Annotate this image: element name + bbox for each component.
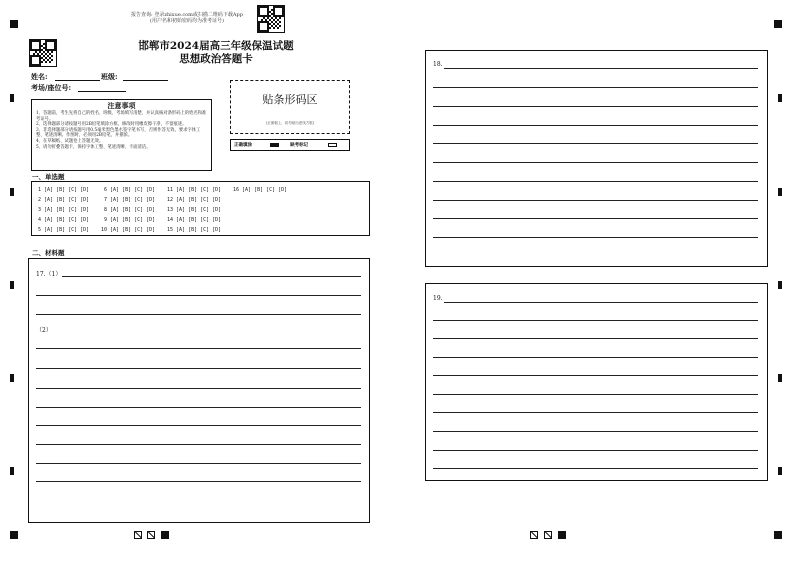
answer-line[interactable]: [36, 463, 361, 464]
choice-row[interactable]: 8 [A] [B] [C] [D]: [104, 207, 156, 213]
answer-sheet-title: 思想政治答题卡: [179, 53, 253, 65]
answer-line[interactable]: [433, 375, 758, 376]
choice-row[interactable]: 2 [A] [B] [C] [D]: [38, 197, 90, 203]
answer-line[interactable]: [433, 468, 758, 469]
answer-line[interactable]: [433, 338, 758, 339]
answer-line[interactable]: [433, 394, 758, 395]
choice-row[interactable]: 9 [A] [B] [C] [D]: [104, 217, 156, 223]
choice-row[interactable]: 14 [A] [B] [C] [D]: [167, 217, 222, 223]
correct-fill-label: 正确填涂: [234, 143, 252, 148]
answer-box-q18: [425, 50, 768, 267]
answer-line[interactable]: [433, 412, 758, 413]
question-label-19: 19.: [433, 295, 443, 302]
notice-item: 5、请勿折叠答题卡，保持字体工整、笔迹清晰、卡面清洁。: [36, 144, 151, 150]
answer-line[interactable]: [62, 276, 361, 277]
corner-mark-bottom-left: [10, 531, 18, 539]
choice-row[interactable]: 12 [A] [B] [C] [D]: [167, 197, 222, 203]
notice-item: 4、在草稿纸、试题卷上答题无效。: [36, 138, 104, 144]
timing-mark: [778, 374, 782, 382]
answer-line[interactable]: [433, 218, 758, 219]
answer-line[interactable]: [433, 450, 758, 451]
page-code-mark: [530, 531, 538, 539]
answer-line[interactable]: [36, 481, 361, 482]
answer-line[interactable]: [444, 68, 758, 69]
question-label-17-2: （2）: [36, 327, 52, 334]
answer-line[interactable]: [433, 106, 758, 107]
notice-item: 1、答题前，考生先将自己的姓名、班级、考场填写清楚，并认真核对条形码上的姓名和准考证号。: [36, 111, 207, 122]
page-code-mark: [147, 531, 155, 539]
answer-line[interactable]: [433, 181, 758, 182]
timing-mark: [778, 94, 782, 102]
choice-row[interactable]: 1 [A] [B] [C] [D]: [38, 187, 90, 193]
choice-row[interactable]: 3 [A] [B] [C] [D]: [38, 207, 90, 213]
fill-legend: [230, 139, 350, 151]
answer-box-q19: [425, 283, 768, 481]
answer-box-q17: [28, 258, 370, 523]
answer-line[interactable]: [433, 200, 758, 201]
timing-mark: [10, 374, 14, 382]
section-single-choice-title: 一、单选题: [32, 173, 65, 181]
answer-line[interactable]: [433, 143, 758, 144]
answer-line[interactable]: [433, 237, 758, 238]
timing-mark: [10, 188, 14, 196]
page-code-mark: [544, 531, 552, 539]
login-credentials-notice: (用户名和初始密码均为准考证号): [150, 18, 224, 24]
page-code-mark: [134, 531, 142, 539]
corner-mark-bottom-right: [774, 531, 782, 539]
answer-line[interactable]: [36, 425, 361, 426]
qr-code-icon: [257, 5, 285, 33]
choice-row[interactable]: 5 [A] [B] [C] [D]: [38, 227, 90, 233]
timing-mark: [778, 188, 782, 196]
class-label: 班级:: [101, 72, 118, 81]
barcode-area-note: (正面朝上，切勿贴出虚线方框): [265, 121, 315, 125]
barcode-area: [230, 80, 350, 134]
answer-line[interactable]: [433, 125, 758, 126]
choice-row[interactable]: 7 [A] [B] [C] [D]: [104, 197, 156, 203]
qr-code-icon: [29, 39, 57, 67]
choice-row[interactable]: 10 [A] [B] [C] [D]: [101, 227, 156, 233]
answer-line[interactable]: [36, 314, 361, 315]
choice-row[interactable]: 13 [A] [B] [C] [D]: [167, 207, 222, 213]
choice-row[interactable]: 6 [A] [B] [C] [D]: [104, 187, 156, 193]
choice-row[interactable]: 11 [A] [B] [C] [D]: [167, 187, 222, 193]
room-seat-label: 考场/座位号:: [31, 83, 72, 92]
notice-item: 2、选择题部分请按题号用2B铅笔填涂方框，修改时用橡皮擦干净，不留痕迹。: [36, 122, 187, 128]
corner-mark-top-left: [10, 20, 18, 28]
absent-mark-checkbox[interactable]: [328, 143, 337, 147]
choice-row[interactable]: 15 [A] [B] [C] [D]: [167, 227, 222, 233]
room-seat-field[interactable]: [78, 91, 126, 92]
choice-row[interactable]: 4 [A] [B] [C] [D]: [38, 217, 90, 223]
answer-line[interactable]: [36, 444, 361, 445]
answer-line[interactable]: [433, 320, 758, 321]
timing-mark: [10, 467, 14, 475]
timing-mark: [10, 281, 14, 289]
page-code-mark: [161, 531, 169, 539]
barcode-area-title: 贴条形码区: [262, 93, 318, 106]
choice-row[interactable]: 16 [A] [B] [C] [D]: [233, 187, 288, 193]
question-label-17-1: 17.（1）: [36, 271, 62, 278]
answer-line[interactable]: [36, 348, 361, 349]
class-field[interactable]: [123, 80, 168, 81]
timing-mark: [778, 281, 782, 289]
answer-line[interactable]: [36, 388, 361, 389]
answer-line[interactable]: [36, 368, 361, 369]
answer-line[interactable]: [433, 431, 758, 432]
answer-line[interactable]: [433, 87, 758, 88]
section-material-title: 二、材料题: [32, 249, 65, 257]
corner-mark-top-right: [774, 20, 782, 28]
answer-line[interactable]: [36, 295, 361, 296]
answer-line[interactable]: [36, 407, 361, 408]
question-label-18: 18.: [433, 61, 443, 68]
page-code-mark: [558, 531, 566, 539]
name-field[interactable]: [55, 80, 100, 81]
timing-mark: [778, 467, 782, 475]
answer-line[interactable]: [433, 357, 758, 358]
timing-mark: [10, 94, 14, 102]
name-label: 姓名:: [31, 72, 48, 81]
absent-mark-label: 缺考标记: [290, 143, 309, 148]
report-query-notice: 报告查询: 登录zhixue.com或扫描二维码下载App: [131, 12, 243, 18]
notice-item: 3、非选择题部分请按题号用0.5毫米黑色墨水签字笔书写，否则作答无效。要求字体工整、笔迹清晰。作图时，必须用2B铅笔，并描浓。: [36, 127, 201, 139]
notice-box: [31, 99, 212, 171]
correct-fill-sample: [270, 143, 279, 147]
notice-title: 注意事项: [107, 101, 136, 110]
answer-line[interactable]: [433, 162, 758, 163]
answer-line[interactable]: [444, 302, 758, 303]
exam-title: 邯郸市2024届高三年级保温试题: [138, 40, 294, 52]
